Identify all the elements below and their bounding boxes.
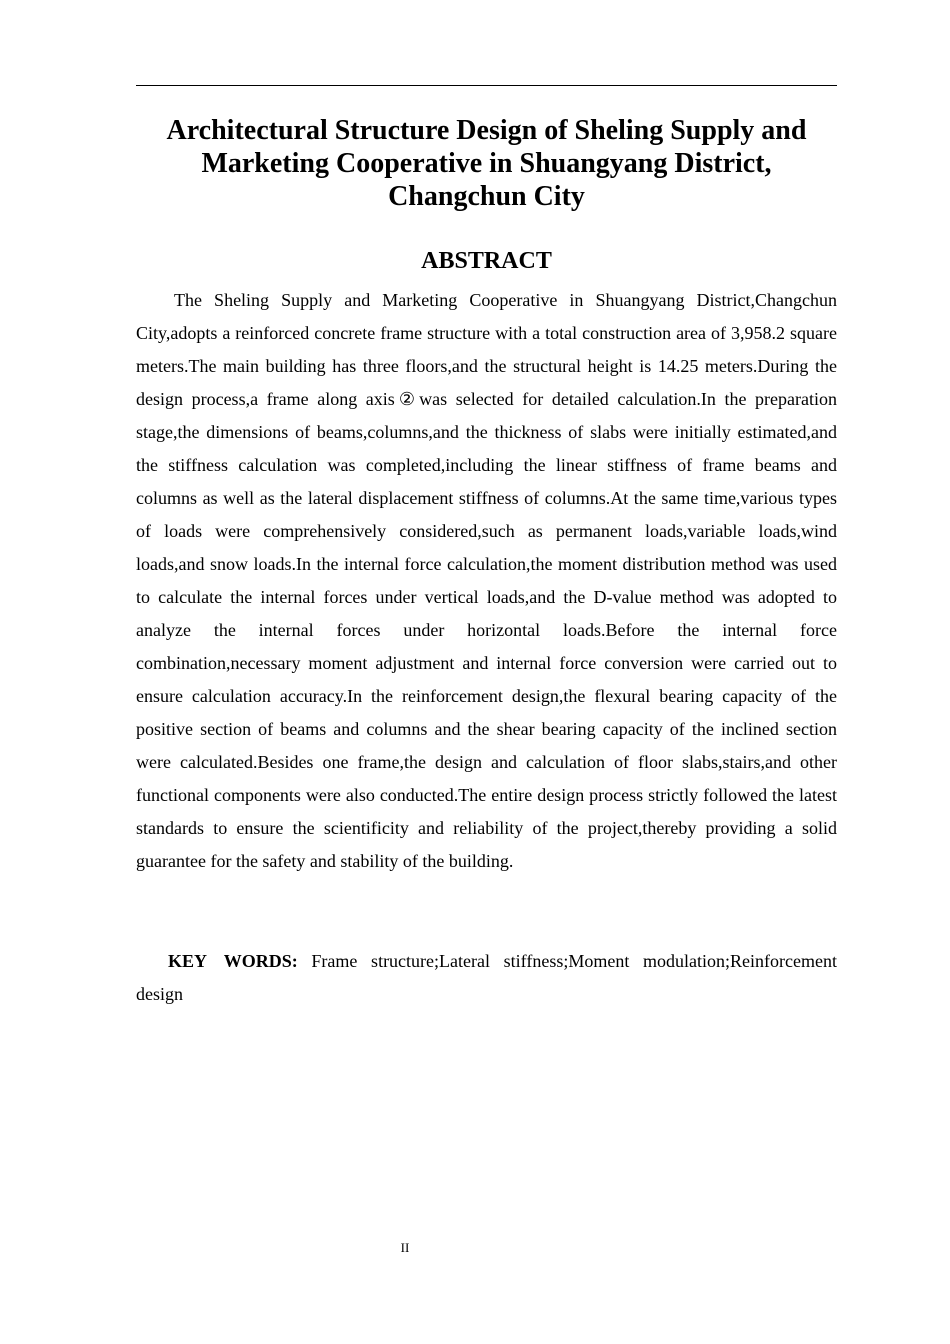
keywords-label: KEY WORDS: xyxy=(168,951,298,971)
header-rule xyxy=(136,85,837,86)
abstract-heading: ABSTRACT xyxy=(421,248,552,274)
page-number: II xyxy=(400,1240,410,1255)
keywords-text: Frame structure;Lateral stiffness;Moment modulation;Reinforcement design xyxy=(136,951,837,1004)
abstract-body: The Sheling Supply and Marketing Cooperative in Shuangyang District,Changchun City,adopts a reinforced concrete frame structure with a total construction area of 3,958.2 square meters.The main building has three floors,and the structural height is 14.25 meters.During the design process,a frame along axis②was selected for detailed calculation.In the preparation stage,the dimensions of beams,columns,and the thickness of slabs were initially estimated,and the stiffness calculation was completed,including the linear stiffness of frame beams and columns as well as the lateral displacement stiffness of columns.At the same time,various types of loads were comprehensively considered,such as permanent loads,variable loads,wind loads,and snow loads.In the internal force calculation,the moment distribution method was used to calculate the internal forces under vertical loads,and the D-value method was adopted to analyze the internal forces under horizontal loads.Before the internal force combination,necessary moment adjustment and internal force conversion were carried out to ensure calculation accuracy.In the reinforcement design,the flexural bearing capacity of the positive section of beams and columns and the shear bearing capacity of the inclined section were calculated.Besides one frame,the design and calculation of floor slabs,stairs,and other functional components were also conducted.The entire design process strictly followed the latest standards to ensure the scientificity and reliability of the project,thereby providing a solid guarantee for the safety and stability of the building. xyxy=(136,290,837,871)
keywords-paragraph xyxy=(136,945,837,1011)
paper-title: Architectural Structure Design of Sheling Supply and Marketing Cooperative in Shuangyang District, Changchun City xyxy=(166,115,807,212)
